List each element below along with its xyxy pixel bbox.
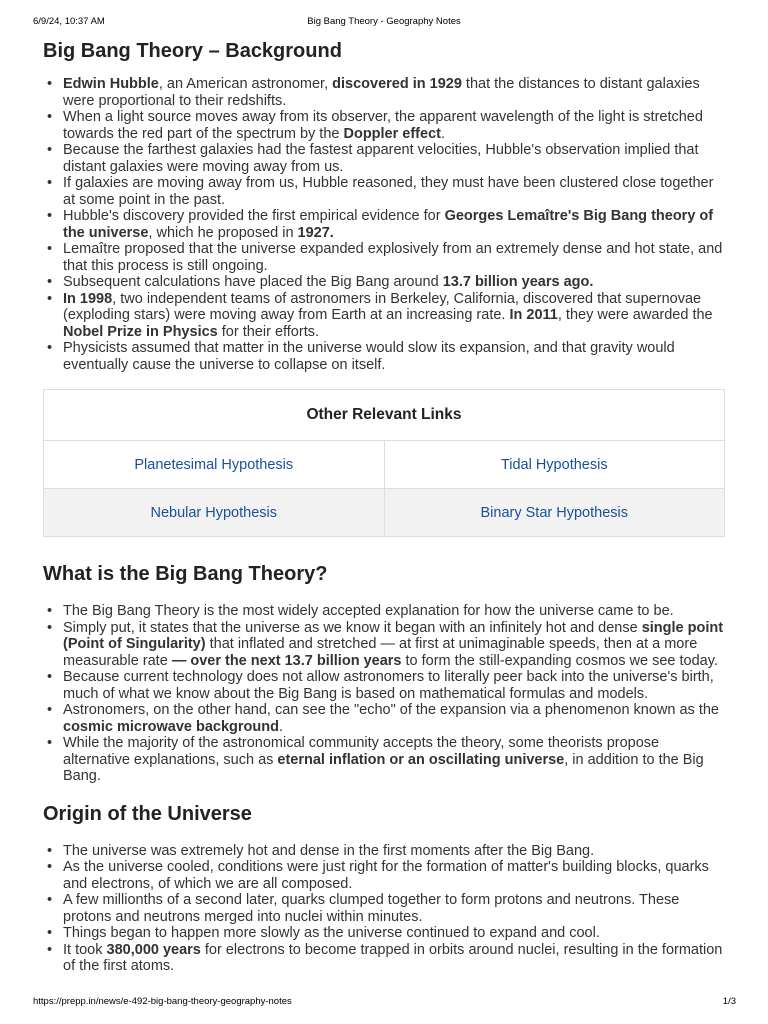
print-footer — [0, 996, 768, 1010]
text-run: Things began to happen more slowly as the universe continued to expand and cool. — [63, 925, 600, 941]
link-binary-star-hypothesis[interactable]: Binary Star Hypothesis — [480, 504, 628, 521]
bullet-item — [63, 942, 726, 975]
bold-text: cosmic microwave background — [63, 718, 279, 735]
text-run: When a light source moves away from its observer, the apparent wavelength of the light is stretched towards the red part of the spectrum by the — [63, 109, 703, 142]
bold-text: Doppler effect — [343, 125, 441, 142]
text-run: Astronomers, on the other hand, can see the "echo" of the expansion via a phenomenon known as the — [63, 702, 719, 718]
bullet-item — [63, 274, 726, 291]
text-run: As the universe cooled, conditions were just right for the formation of matter's building blocks, quarks and electrons, of which we are all composed. — [63, 859, 709, 892]
bullet-item — [63, 142, 726, 175]
text-run: If galaxies are moving away from us, Hubble reasoned, they must have been clustered close together at some point in the past. — [63, 175, 714, 208]
background-heading: Big Bang Theory – Background — [43, 40, 342, 62]
bullet-item — [63, 843, 726, 860]
text-run: Subsequent calculations have placed the Big Bang around — [63, 274, 443, 290]
origin-list — [43, 843, 726, 975]
bold-text: 1927. — [297, 224, 334, 241]
bold-text: In 2011 — [509, 307, 558, 323]
text-run: Lemaître proposed that the universe expanded explosively from an extremely dense and hot state, and that this process is still ongoing. — [63, 241, 723, 274]
related-link-cell — [384, 489, 725, 537]
background-list — [43, 76, 726, 373]
text-run: , an American astronomer, — [158, 76, 333, 92]
bullet-item — [63, 702, 726, 735]
bullet-item — [63, 291, 726, 341]
bullet-item — [63, 859, 726, 892]
print-datetime: 6/9/24, 10:37 AM — [33, 16, 105, 27]
text-run: Simply put, it states that the universe as we know it began with an infinitely hot and dense — [63, 619, 642, 636]
bullet-item — [63, 76, 726, 109]
print-header — [0, 16, 768, 30]
text-run: Physicists assumed that matter in the universe would slow its expansion, and that gravity would eventually cause the universe to collapse on itself. — [63, 340, 675, 373]
related-links-heading: Other Relevant Links — [44, 390, 725, 441]
origin-heading: Origin of the Universe — [43, 802, 252, 825]
text-run: , in addition to the Big Bang. — [63, 751, 704, 784]
link-planetesimal-hypothesis[interactable]: Planetesimal Hypothesis — [134, 456, 294, 473]
text-run: . — [278, 718, 283, 735]
text-run: for electrons to become trapped in orbits around nuclei, resulting in the formation of the first atoms. — [63, 941, 723, 974]
text-run: that the distances to distant galaxies were proportional to their redshifts. — [63, 76, 700, 109]
bold-text: Edwin Hubble — [63, 76, 159, 92]
print-page-title: Big Bang Theory - Geography Notes — [307, 16, 461, 27]
bullet-item — [63, 109, 726, 142]
text-run: Hubble's discovery provided the first empirical evidence for — [63, 208, 445, 224]
related-links-table — [43, 389, 725, 537]
bold-text: eternal inflation or an oscillating universe — [277, 751, 565, 768]
bold-text: Nobel Prize in Physics — [63, 323, 218, 340]
text-run: A few millionths of a second later, quarks clumped together to form protons and neutrons. These protons and neutrons merged into nuclei within minutes. — [63, 892, 680, 925]
bullet-item — [63, 340, 726, 373]
bullet-item — [63, 669, 726, 702]
bullet-item — [63, 892, 726, 925]
bold-text: — over the next 13.7 billion years — [171, 652, 402, 669]
text-run: While the majority of the astronomical community accepts the theory, some theorists propose alternative explanations, such as — [63, 735, 660, 768]
text-run: Because current technology does not allow astronomers to literally peer back into the universe's birth, much of what we know about the Big Bang is based on mathematical formulas and models. — [63, 669, 714, 702]
text-run: , which he proposed in — [148, 224, 298, 241]
link-nebular-hypothesis[interactable]: Nebular Hypothesis — [150, 504, 278, 521]
bullet-item — [63, 175, 726, 208]
article-content — [43, 38, 726, 975]
bold-text: Georges Lemaître's Big Bang theory of the universe — [63, 208, 714, 241]
related-link-cell — [44, 441, 385, 489]
text-run: for their efforts. — [217, 323, 320, 340]
text-run: , they were awarded the — [557, 307, 713, 323]
related-link-cell — [384, 441, 725, 489]
what-is-list — [43, 603, 726, 785]
text-run: The universe was extremely hot and dense in the first moments after the Big Bang. — [63, 842, 595, 859]
link-tidal-hypothesis[interactable]: Tidal Hypothesis — [500, 456, 608, 473]
bold-text: In 1998 — [63, 290, 113, 307]
what-is-heading: What is the Big Bang Theory? — [43, 563, 328, 585]
bold-text: single point (Point of Singularity) — [63, 619, 724, 652]
text-run: Because the farthest galaxies had the fastest apparent velocities, Hubble's observation implied that distant galaxies were moving away from us. — [63, 142, 699, 175]
related-link-cell — [44, 489, 385, 537]
bullet-item — [63, 735, 726, 785]
bold-text: 13.7 billion years ago. — [442, 274, 594, 290]
text-run: that inflated and stretched — at first at unimaginable speeds, then at a more measurable rate — [63, 636, 698, 669]
text-run: , two independent teams of astronomers in Berkeley, California, discovered that supernovae (exploding stars) were moving away from Earth at an increasing rate. — [63, 290, 702, 323]
bold-text: 380,000 years — [106, 941, 201, 958]
print-page-number: 1/3 — [722, 996, 736, 1007]
bullet-item — [63, 241, 726, 274]
text-run: The Big Bang Theory is the most widely accepted explanation for how the universe came to be. — [63, 603, 674, 619]
print-url: https://prepp.in/news/e-492-big-bang-theory-geography-notes — [33, 996, 292, 1007]
bullet-item — [63, 925, 726, 942]
bullet-item — [63, 208, 726, 241]
bold-text: discovered in 1929 — [332, 76, 462, 92]
bullet-item — [63, 620, 726, 670]
bullet-item — [63, 603, 726, 620]
text-run: . — [440, 125, 446, 142]
text-run: It took — [63, 941, 107, 958]
text-run: to form the still-expanding cosmos we see today. — [401, 652, 718, 669]
